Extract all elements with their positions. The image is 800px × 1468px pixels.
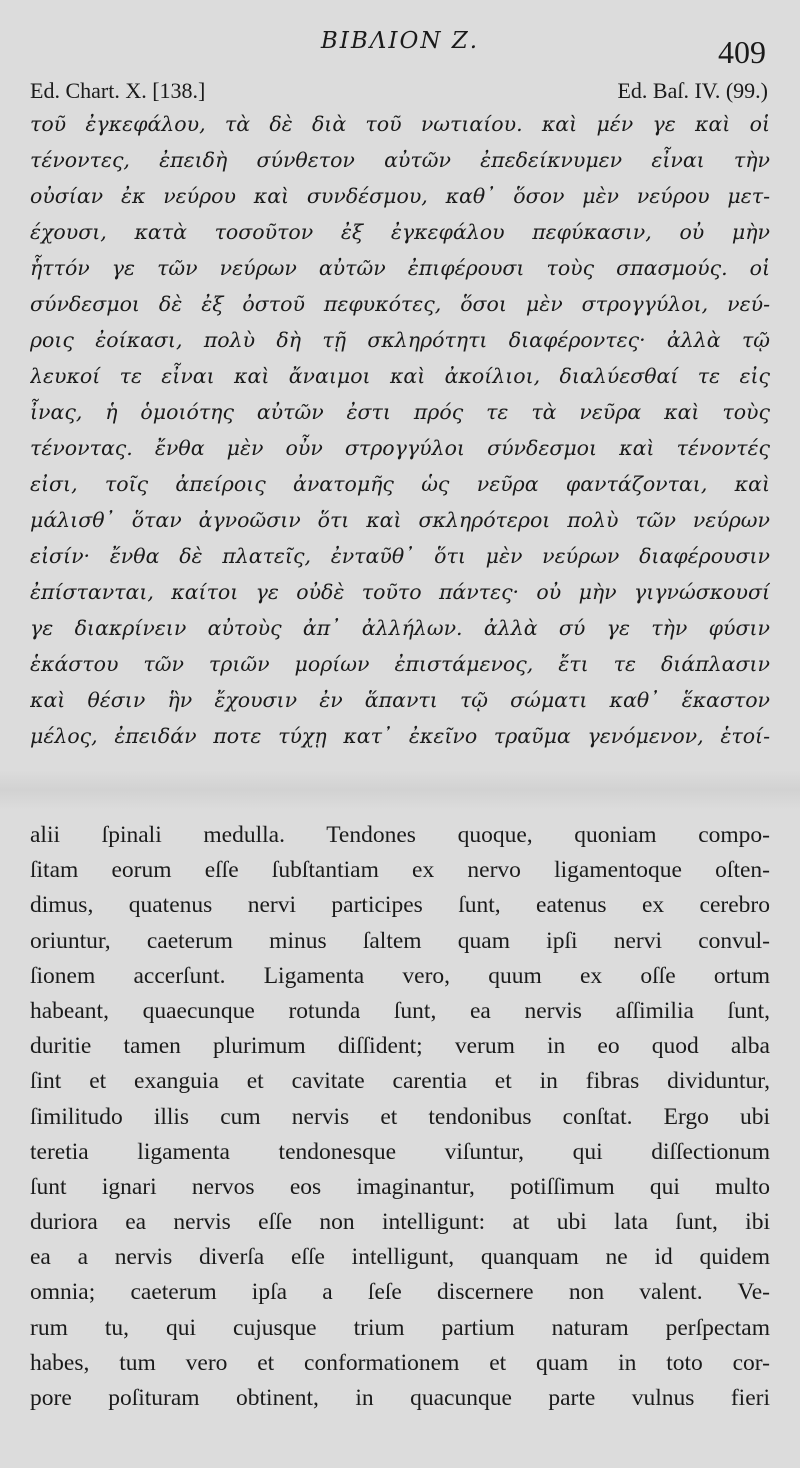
greek-text-block — [30, 106, 770, 754]
latin-text-line: pore poſituram obtinent, in quacunque parte vulnus fieri — [30, 1385, 770, 1411]
greek-text-line: λευκοί τε εἶναι καὶ ἄναιμοι καὶ ἀκοίλιοι, διαλύεσθαί τε εἰς — [30, 364, 770, 388]
edition-reference-basel: Ed. Baſ. IV. (99.) — [617, 78, 768, 103]
latin-text-line: oriuntur, caeterum minus ſaltem quam ipſi nervi convul- — [30, 927, 770, 954]
latin-text-line: ſionem accerſunt. Ligamenta vero, quum ex oſſe ortum — [30, 962, 770, 989]
greek-text-line: ἶνας, ἡ ὁμοιότης αὐτῶν ἐστι πρός τε τὰ νεῦρα καὶ τοὺς — [30, 400, 770, 424]
latin-text-line: ſint et exanguia et cavitate carentia et in fibras dividuntur, — [30, 1068, 770, 1095]
greek-text-line: τένοντας. ἔνθα μὲν οὖν στρογγύλοι σύνδεσμοι καὶ τένοντές — [30, 436, 770, 460]
greek-text-line: έχουσι, κατὰ τοσοῦτον ἐξ ἐγκεφάλου πεφύκασιν, οὐ μὴν — [30, 220, 770, 244]
greek-text-line: ἑκάστου τῶν τριῶν μορίων ἐπιστάμενος, ἔτι τε διάπλασιν — [30, 652, 770, 676]
latin-text-block — [30, 818, 770, 1416]
greek-text-line: μέλος, ἐπειδάν ποτε τύχῃ κατ᾽ ἐκεῖνο τραῦμα γενόμενον, ἑτοί- — [30, 724, 770, 748]
latin-text-line: ſimilitudo illis cum nervis et tendonibus conſtat. Ergo ubi — [30, 1103, 770, 1130]
page-number: 409 — [718, 34, 766, 70]
latin-text-line: ſitam eorum eſſe ſubſtantiam ex nervo ligamentoque oſten- — [30, 857, 770, 884]
greek-text-line: ροις ἐοίκασι, πολὺ δὴ τῇ σκληρότητι διαφέροντες· ἀλλὰ τῷ — [30, 328, 770, 352]
latin-text-line: duritie tamen plurimum diſſident; verum in eo quod alba — [30, 1033, 770, 1060]
latin-text-line: duriora ea nervis eſſe non intelligunt: at ubi lata ſunt, ibi — [30, 1209, 770, 1236]
edition-reference-chartier: Ed. Chart. X. [138.] — [30, 78, 206, 103]
bleed-through-smudge — [0, 770, 800, 810]
greek-text-line: εἰσι, τοῖς ἀπείροις ἀνατομῆς ὡς νεῦρα φαντάζονται, καὶ — [30, 472, 770, 496]
greek-text-line: σύνδεσμοι δὲ ἐξ ὀστοῦ πεφυκότες, ὅσοι μὲν στρογγύλοι, νεύ- — [30, 292, 770, 316]
latin-text-line: alii ſpinali medulla. Tendones quoque, quoniam compo- — [30, 822, 770, 848]
latin-text-line: ea a nervis diverſa eſſe intelligunt, quanquam ne id quidem — [30, 1244, 770, 1271]
greek-text-line: οὐσίαν ἐκ νεύρου καὶ συνδέσμου, καθ᾽ ὅσον μὲν νεύρου μετ- — [30, 184, 770, 208]
greek-text-line: γε διακρίνειν αὐτοὺς ἀπ᾽ ἀλλήλων. ἀλλὰ σύ γε τὴν φύσιν — [30, 616, 770, 640]
latin-text-line: habeant, quaecunque rotunda ſunt, ea nervis aſſimilia ſunt, — [30, 997, 770, 1024]
greek-text-line: τοῦ ἐγκεφάλου, τὰ δὲ διὰ τοῦ νωτιαίου. καὶ μέν γε καὶ οἱ — [30, 112, 770, 136]
latin-text-line: dimus, quatenus nervi participes ſunt, eatenus ex cerebro — [30, 892, 770, 919]
running-title: ΒΙΒΛΙΟΝ Ζ. — [320, 28, 480, 54]
latin-text-line: ſunt ignari nervos eos imaginantur, potiſſimum qui multo — [30, 1173, 770, 1200]
latin-text-line: teretia ligamenta tendonesque viſuntur, qui diſſectionum — [30, 1138, 770, 1165]
greek-text-line: καὶ θέσιν ἣν ἔχουσιν ἐν ἅπαντι τῷ σώματι καθ᾽ ἕκαστον — [30, 688, 770, 712]
latin-text-line: rum tu, qui cujusque trium partium naturam perſpectam — [30, 1314, 770, 1341]
greek-text-line: τένοντες, ἐπειδὴ σύνθετον αὐτῶν ἐπεδείκνυμεν εἶναι τὴν — [30, 148, 770, 172]
greek-text-line: ἧττόν γε τῶν νεύρων αὐτῶν ἐπιφέρουσι τοὺς σπασμούς. οἱ — [30, 256, 770, 280]
latin-text-line: omnia; caeterum ipſa a ſeſe discernere non valent. Ve- — [30, 1279, 770, 1306]
latin-text-line: habes, tum vero et conformationem et quam in toto cor- — [30, 1349, 770, 1376]
greek-text-line: μάλισθ᾽ ὅταν ἀγνοῶσιν ὅτι καὶ σκληρότεροι πολὺ τῶν νεύρων — [30, 508, 770, 532]
greek-text-line: εἰσίν· ἔνθα δὲ πλατεῖς, ἐνταῦθ᾽ ὅτι μὲν νεύρων διαφέρουσιν — [30, 544, 770, 568]
greek-text-line: ἐπίστανται, καίτοι γε οὐδὲ τοῦτο πάντες· οὐ μὴν γιγνώσκουσί — [30, 580, 770, 604]
